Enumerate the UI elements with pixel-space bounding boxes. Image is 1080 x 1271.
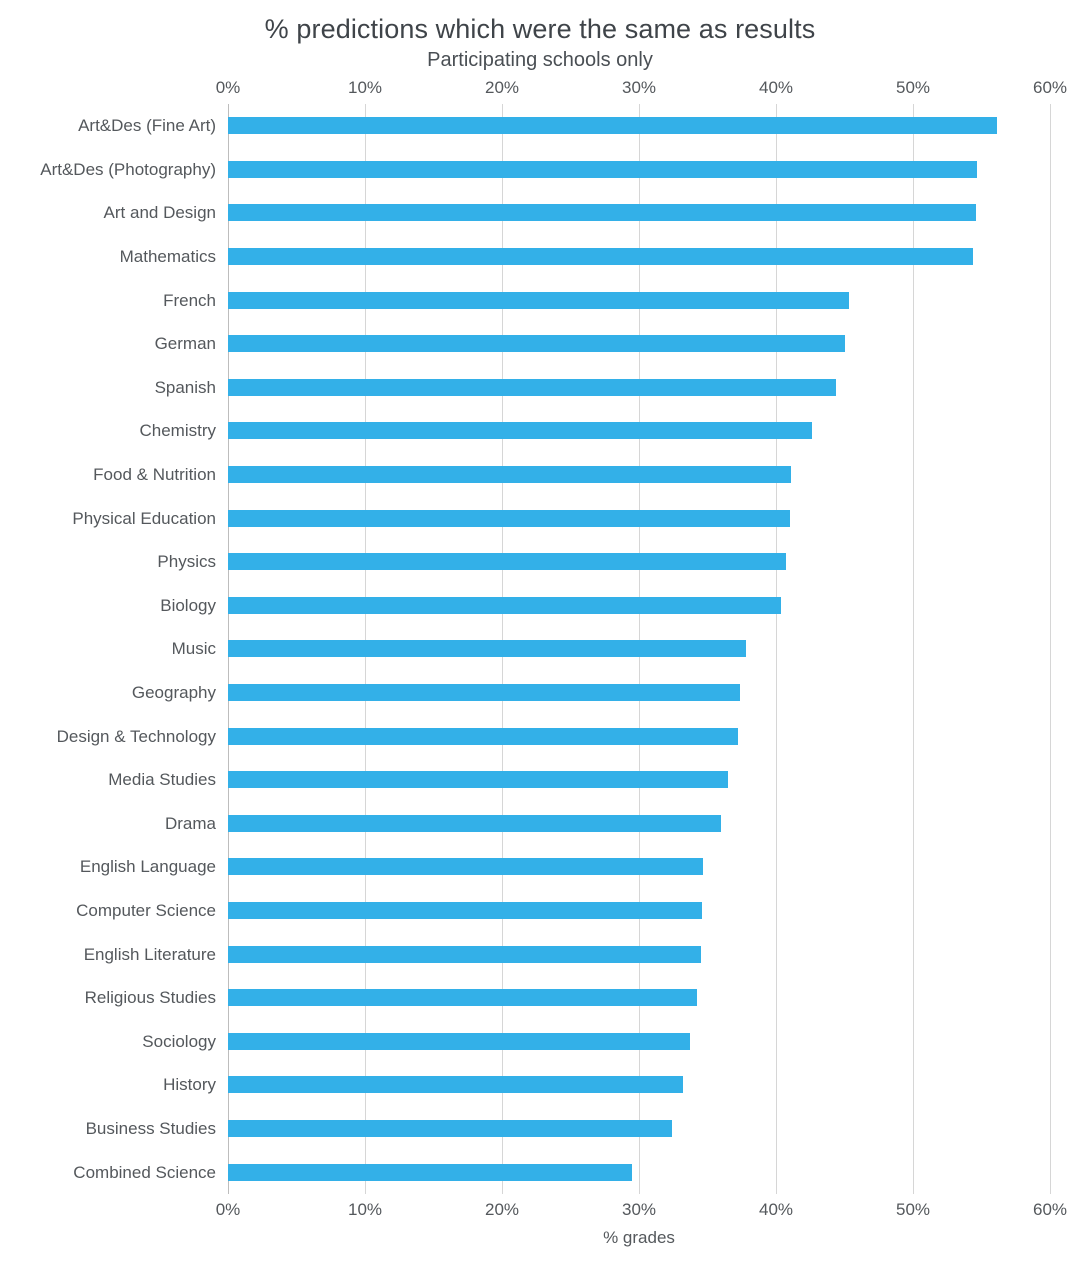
category-label: Music [171,639,216,659]
category-label: Spanish [154,377,216,397]
category-label: Combined Science [73,1162,216,1182]
bar-row [76,889,1050,933]
bar-row [108,758,1050,802]
bar[interactable] [228,1033,690,1050]
x-axis-tick-label: 60% [1032,1200,1068,1219]
x-axis-tick-label: 10% [347,78,383,97]
bar-row [157,540,1050,584]
bar-row [85,1107,1050,1151]
category-label: Physical Education [72,508,216,528]
page-title: % predictions which were the same as results [264,14,816,44]
bar-row [160,584,1050,628]
x-axis-tick-label: 10% [347,1200,383,1219]
bar-row [164,802,1050,846]
category-label: English Language [79,857,216,877]
category-label: Chemistry [139,421,216,441]
bar-row [154,322,1050,366]
category-label: Art&Des (Photography) [40,159,216,179]
category-label: French [163,290,216,310]
bar-row [171,627,1050,671]
bar[interactable] [228,1120,672,1137]
bar-row [163,278,1050,322]
bar[interactable] [228,858,703,875]
chart-title-block [0,14,1080,72]
x-axis-tick-label: 40% [758,78,794,97]
x-axis-tick-label: 0% [215,1200,241,1219]
bar[interactable] [228,204,976,221]
bar[interactable] [228,946,701,963]
category-label: Business Studies [85,1119,216,1139]
x-axis-tick-label: 40% [758,1200,794,1219]
bar-row [79,845,1050,889]
bar-rows [40,104,1050,1194]
bar-row [103,191,1050,235]
bar[interactable] [228,1164,632,1181]
category-label: Mathematics [119,247,216,267]
bar[interactable] [228,161,977,178]
bar[interactable] [228,815,721,832]
bar[interactable] [228,640,746,657]
x-axis-tick-label: 20% [484,1200,520,1219]
bar[interactable] [228,553,786,570]
gridline [1050,104,1051,1194]
x-axis-tick-label: 50% [895,1200,931,1219]
x-axis-tick-label: 30% [621,1200,657,1219]
bar[interactable] [228,684,740,701]
chart-subtitle: Participating schools only [427,49,653,72]
bar-row [163,1063,1050,1107]
category-label: German [154,334,216,354]
bar-row [93,453,1050,497]
bar[interactable] [228,510,790,527]
bar-row [73,1150,1050,1194]
bar[interactable] [228,335,845,352]
bar-row [56,714,1050,758]
bar[interactable] [228,1076,683,1093]
category-label: Religious Studies [84,988,216,1008]
bar-row [83,932,1050,976]
category-label: Design & Technology [56,726,216,746]
x-axis-tick-label: 30% [621,78,657,97]
bar-row [84,976,1050,1020]
bar[interactable] [228,379,836,396]
category-label: Geography [131,683,216,703]
x-axis-tick-label: 50% [895,78,931,97]
bar-row [142,1020,1050,1064]
bar[interactable] [228,422,812,439]
category-label: Drama [164,813,216,833]
bar-row [119,235,1050,279]
bar[interactable] [228,117,997,134]
bar-row [154,366,1050,410]
category-label: Art and Design [103,203,216,223]
bar-row [139,409,1050,453]
category-label: Media Studies [108,770,216,790]
bar[interactable] [228,292,849,309]
category-label: English Literature [83,944,216,964]
bar[interactable] [228,989,697,1006]
x-axis-tick-label: 20% [484,78,520,97]
category-label: Physics [157,552,216,572]
bar-row [131,671,1050,715]
category-label: Sociology [142,1031,216,1051]
x-axis-bottom [215,1200,1068,1222]
category-label: Biology [160,595,216,615]
bar-row [72,496,1050,540]
category-label: Computer Science [76,901,216,921]
category-label: History [163,1075,216,1095]
x-axis-top [215,78,1068,100]
bar[interactable] [228,597,781,614]
bar[interactable] [228,248,973,265]
bar-row [78,104,1050,148]
category-label: Food & Nutrition [93,465,216,485]
x-axis-title: % grades [603,1228,675,1247]
bar[interactable] [228,728,738,745]
bar[interactable] [228,466,791,483]
category-label: Art&Des (Fine Art) [78,116,216,136]
x-axis-tick-label: 60% [1032,78,1068,97]
bar[interactable] [228,771,728,788]
bar[interactable] [228,902,702,919]
bar-row [40,148,1050,192]
plot-area [40,104,1050,1194]
x-axis-tick-label: 0% [215,78,241,97]
